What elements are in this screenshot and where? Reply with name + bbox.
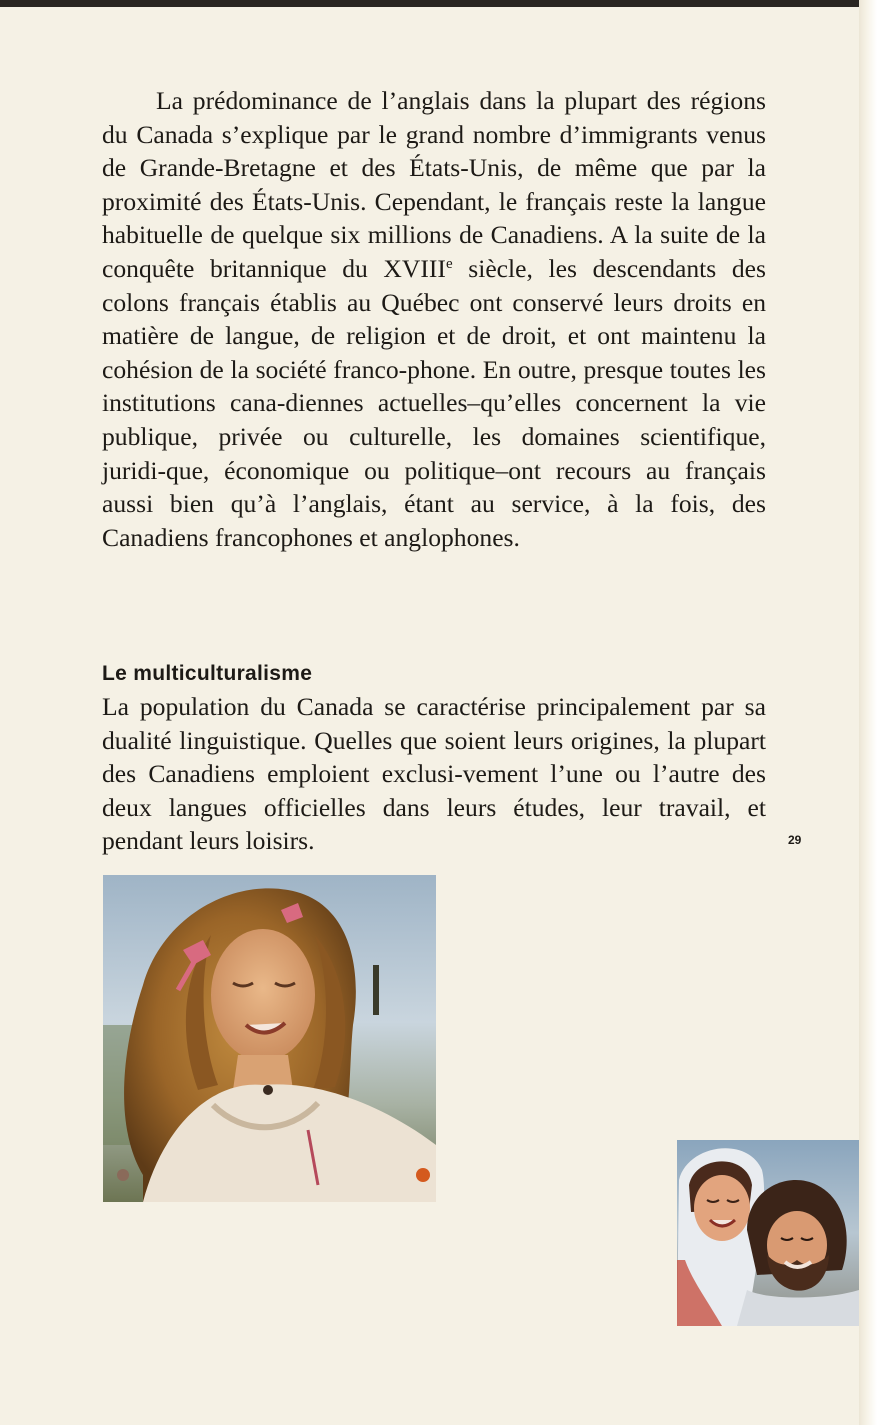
ordinal-superscript: e	[445, 255, 453, 272]
photo-couple	[677, 1140, 859, 1326]
page-number: 29	[788, 833, 802, 847]
paragraph-language-text-1: La prédominance de l’anglais dans la plupart des régions du Canada s’explique par le grand nombre d’immigrants venus de Grande-Bretagne et des États-Unis, de même que par la proximité des États-Unis. Cependant, le français reste la langue habituelle de quelque six millions de Canadiens. A la suite de la conquête britannique du XVIII	[102, 86, 766, 283]
page-right-edge	[859, 0, 877, 1425]
photo-couple-illustration	[677, 1140, 859, 1326]
section-heading: Le multiculturalisme	[102, 662, 313, 685]
paragraph-language	[102, 84, 766, 554]
paragraph-multiculturalism: La population du Canada se caractérise principalement par sa dualité linguistique. Quelles que soient leurs origines, la plupart des Canadiens emploient exclusi‑vement l’une ou l’autre des deux langues officielles dans leurs études, leur travail, et pendant leurs loisirs.	[102, 692, 766, 856]
page-top-edge	[0, 0, 877, 7]
paragraph-language-text-2: siècle, les descendants des colons français établis au Québec ont conservé leurs droits en matière de langue, de religion et de droit, et ont maintenu la cohésion de la société franco‑phone. En outre, presque toutes les institutions cana‑diennes actuelles–qu’elles concernent la vie publique, privée ou culturelle, les domaines scientifique, juridi‑que, économique ou politique–ont recours au français aussi bien qu’à l’anglais, étant au service, à la fois, des Canadiens francophones et anglophones.	[102, 253, 766, 552]
photo-woman-with-ribbons	[103, 875, 436, 1202]
photo-woman-illustration	[103, 875, 436, 1202]
